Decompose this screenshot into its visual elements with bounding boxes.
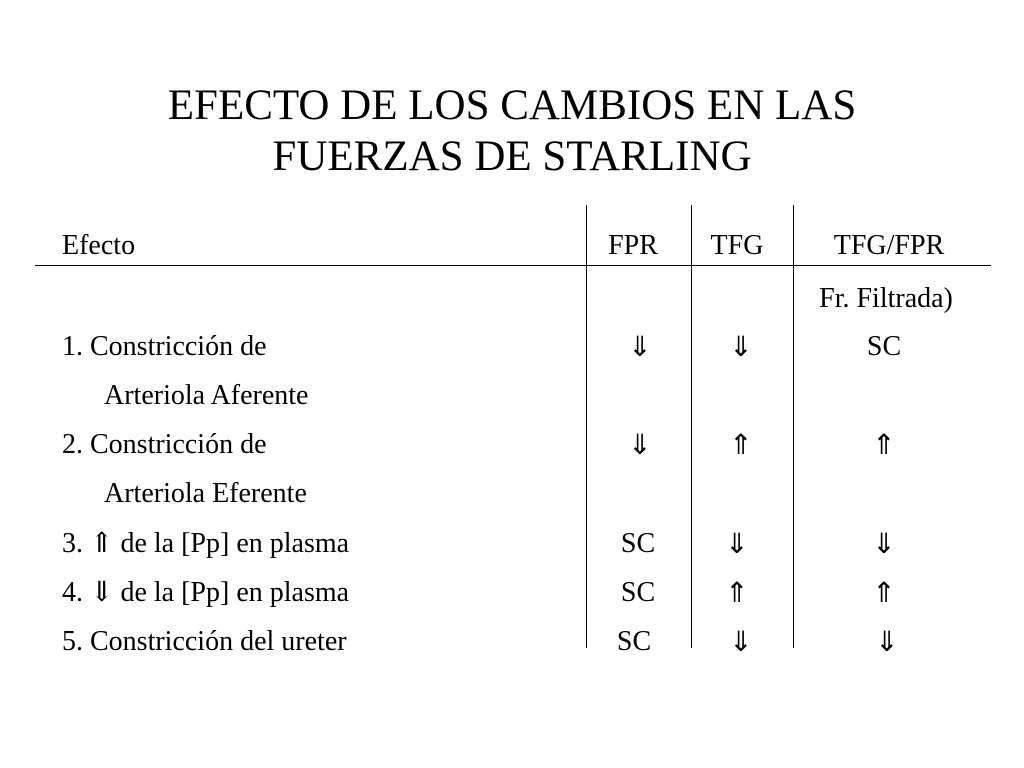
header-fpr: FPR — [608, 230, 658, 261]
row-4-fpr: SC — [620, 577, 656, 608]
row-5-efecto: 5. Constricción del ureter — [62, 626, 347, 657]
row-5-fpr: SC — [616, 626, 652, 657]
row-3-ratio: ⇓ — [872, 527, 896, 560]
slide-title — [0, 80, 1024, 182]
row-2-ratio: ⇑ — [872, 428, 896, 461]
row-5-ratio: ⇓ — [875, 625, 899, 658]
row-1-ratio: SC — [866, 331, 902, 362]
row-1-tfg: ⇓ — [729, 330, 753, 363]
header-tfg: TFG — [710, 230, 764, 261]
row-3-fpr: SC — [620, 528, 656, 559]
row-5-tfg: ⇓ — [729, 625, 753, 658]
row-4-tfg: ⇑ — [725, 576, 749, 609]
column-divider-tfg — [691, 205, 692, 648]
header-ratio-sub: Fr. Filtrada) — [819, 283, 953, 314]
row-1-fpr: ⇓ — [628, 330, 652, 363]
row-4-efecto: 4. ⇓ de la [Pp] en plasma — [62, 577, 350, 608]
row-2-tfg: ⇑ — [729, 428, 753, 461]
row-2-fpr: ⇓ — [628, 428, 652, 461]
header-efecto: Efecto — [62, 230, 136, 261]
title-line-2: FUERZAS DE STARLING — [272, 133, 752, 180]
column-divider-fpr — [586, 205, 587, 648]
title-line-1: EFECTO DE LOS CAMBIOS EN LAS — [167, 82, 857, 129]
column-divider-ratio — [793, 205, 794, 648]
row-4-ratio: ⇑ — [872, 576, 896, 609]
header-underline — [35, 265, 991, 266]
row-2-efecto: 2. Constricción de — [62, 429, 267, 460]
row-3-efecto: 3. ⇑ de la [Pp] en plasma — [62, 528, 350, 559]
row-1-efecto: 1. Constricción de — [62, 331, 267, 362]
row-3-tfg: ⇓ — [725, 527, 749, 560]
row-1-efecto-line2: Arteriola Aferente — [104, 380, 309, 411]
row-2-efecto-line2: Arteriola Eferente — [104, 478, 307, 509]
header-ratio: TFG/FPR — [833, 230, 945, 261]
